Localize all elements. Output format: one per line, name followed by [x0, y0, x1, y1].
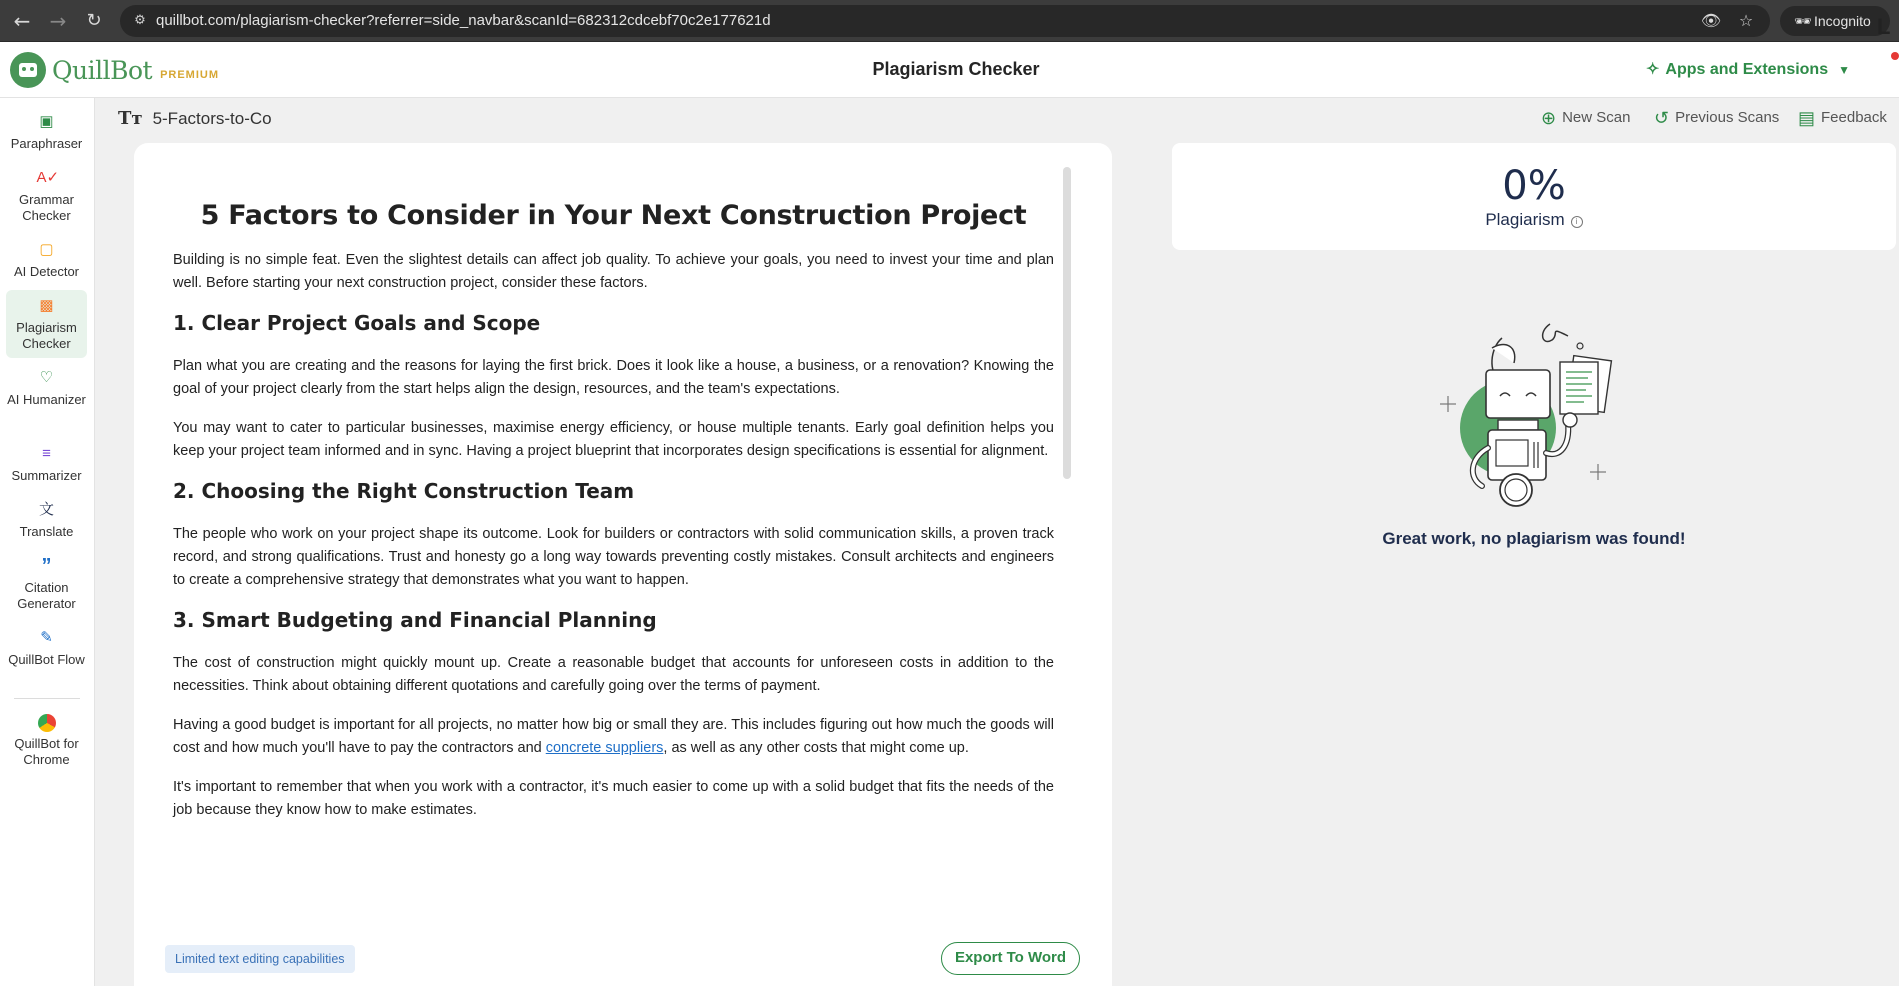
- section-heading: 3. Smart Budgeting and Financial Planning: [173, 608, 657, 632]
- premium-badge: PREMIUM: [160, 69, 220, 81]
- paragraph: The cost of construction might quickly mount up. Create a reasonable budget that accounts for unforeseen costs in addition to the necessities. Think about obtaining different quotations and carefully going over the terms of payment.: [173, 655, 1054, 694]
- plagiarism-percent: 0%: [1502, 163, 1566, 209]
- humanizer-icon: ♡: [39, 369, 54, 386]
- sidebar-item-quillbot-for-chrome[interactable]: QuillBot for Chrome: [6, 714, 87, 768]
- grammar-icon: A✓: [36, 169, 60, 186]
- sidebar-item-ai-humanizer[interactable]: ♡ AI Humanizer: [7, 369, 86, 407]
- citation-icon: ”: [41, 555, 52, 577]
- notification-dot: [1891, 52, 1899, 60]
- paragraph: You may want to cater to particular businesses, maximise energy efficiency, or house multiple tenants. Early goal definition helps you keep your project team informed and in sync. Having a project blueprint that incorporates design specifications is essential for alignment.: [173, 420, 1054, 459]
- browser-toolbar: [0, 0, 1899, 42]
- paragraph: It's important to remember that when you work with a contractor, it's much easier to come up with a solid budget that fits the needs of the job because they know how to make estimates.: [173, 779, 1054, 818]
- back-icon[interactable]: ←: [13, 9, 31, 33]
- incognito-badge[interactable]: 🕶 Incognito: [1780, 6, 1890, 36]
- plagiarism-icon: ▩: [39, 297, 54, 314]
- plus-circle-icon: ⊕: [1541, 108, 1557, 128]
- reload-icon[interactable]: ↻: [86, 10, 102, 31]
- sidebar-item-translate[interactable]: 文 Translate: [19, 501, 74, 539]
- editor-scrollbar[interactable]: [1063, 167, 1071, 479]
- user-avatar[interactable]: L: [1877, 14, 1891, 39]
- chrome-icon: [38, 714, 56, 732]
- app-header: [0, 42, 1899, 98]
- page-title: Plagiarism Checker: [872, 59, 1040, 79]
- history-icon: ↺: [1654, 108, 1670, 128]
- paragraph: The people who work on your project shape its outcome. Look for builders or contractors with solid communication skills, a proven track record, and strong qualifications. Trust and honesty go a long way towards preventing costly mistakes. Consult architects and engineers to create a comprehensive strategy that demonstrates what you want to happen.: [173, 526, 1054, 588]
- chevron-down-icon: ▼: [1838, 63, 1850, 77]
- plagiarism-label: Plagiarism i: [1172, 210, 1896, 230]
- apps-extensions-button[interactable]: ✧ Apps and Extensions ▼: [1646, 61, 1850, 78]
- section-heading: 1. Clear Project Goals and Scope: [173, 311, 541, 335]
- translate-icon: 文: [38, 501, 54, 518]
- limited-editing-note: Limited text editing capabilities: [165, 945, 355, 973]
- flow-icon: ✎: [40, 629, 53, 646]
- address-bar[interactable]: [120, 5, 1770, 37]
- forward-icon[interactable]: →: [49, 9, 67, 33]
- intro-paragraph: Building is no simple feat. Even the slightest details can affect job quality. To achieve your goals, you need to invest your time and plan well. Before starting your next construction project, consider these factors.: [173, 252, 1054, 291]
- sidebar-item-ai-detector[interactable]: ▢ AI Detector: [13, 241, 80, 279]
- sidebar-item-summarizer[interactable]: ≡ Summarizer: [11, 445, 82, 483]
- sidebar-divider: [14, 698, 80, 699]
- feedback-icon: ▤: [1798, 108, 1816, 128]
- sidebar-item-paraphraser[interactable]: ▣ Paraphraser: [10, 113, 83, 151]
- plagiarism-score-card: [1172, 143, 1896, 250]
- previous-scans-button[interactable]: ↺ Previous Scans: [1654, 108, 1780, 128]
- puzzle-icon: ✧: [1646, 61, 1660, 78]
- concrete-suppliers-link[interactable]: concrete suppliers: [545, 740, 664, 756]
- info-icon[interactable]: i: [1571, 216, 1583, 228]
- url-text[interactable]: quillbot.com/plagiarism-checker?referrer=side_navbar&scanId=682312cdcebf70c2e177621d: [156, 12, 771, 29]
- sidebar-item-plagiarism-checker[interactable]: ▩ Plagiarism Checker: [6, 290, 87, 358]
- sidebar-item-quillbot-flow[interactable]: ✎ QuillBot Flow: [8, 629, 85, 667]
- ai-detector-icon: ▢: [39, 241, 54, 258]
- paragraph: Plan what you are creating and the reasons for laying the first brick. Does it look like a house, a business, or a renovation? Knowing the goal of your project clearly from the start helps align the design, resources, and the team's expectations.: [173, 358, 1054, 397]
- new-scan-button[interactable]: ⊕ New Scan: [1541, 108, 1631, 128]
- logo-text: QuillBot: [52, 55, 153, 85]
- summarizer-icon: ≡: [42, 445, 51, 462]
- robot-illustration: [1430, 318, 1635, 518]
- incognito-icon: 🕶: [1794, 13, 1812, 29]
- site-settings-icon[interactable]: ⚙: [134, 13, 146, 28]
- text-format-icon: Tт: [118, 108, 143, 129]
- export-to-word-button[interactable]: Export To Word: [941, 942, 1080, 975]
- budget-paragraph: Having a good budget is important for all projects, no matter how big or small they are. This includes figuring out how much the goods will cost and how much you'll have to pay the contractors and concrete suppliers, as well as any other costs that might come up.: [173, 717, 1054, 756]
- document-content[interactable]: [173, 200, 1054, 838]
- sidebar-item-grammar-checker[interactable]: A✓ Grammar Checker: [19, 169, 74, 223]
- document-title: 5 Factors to Consider in Your Next Construction Project: [200, 200, 1027, 231]
- sidebar: [0, 98, 95, 986]
- document-name[interactable]: Tт 5-Factors-to-Co: [118, 108, 272, 129]
- paraphraser-icon: ▣: [39, 113, 54, 130]
- sidebar-item-citation-generator[interactable]: ” Citation Generator: [17, 555, 76, 611]
- feedback-button[interactable]: ▤ Feedback: [1798, 108, 1887, 128]
- section-heading: 2. Choosing the Right Construction Team: [173, 479, 635, 503]
- bookmark-star-icon[interactable]: ☆: [1738, 11, 1754, 30]
- eye-off-icon[interactable]: 👁: [1700, 11, 1722, 30]
- result-message: Great work, no plagiarism was found!: [1382, 529, 1686, 548]
